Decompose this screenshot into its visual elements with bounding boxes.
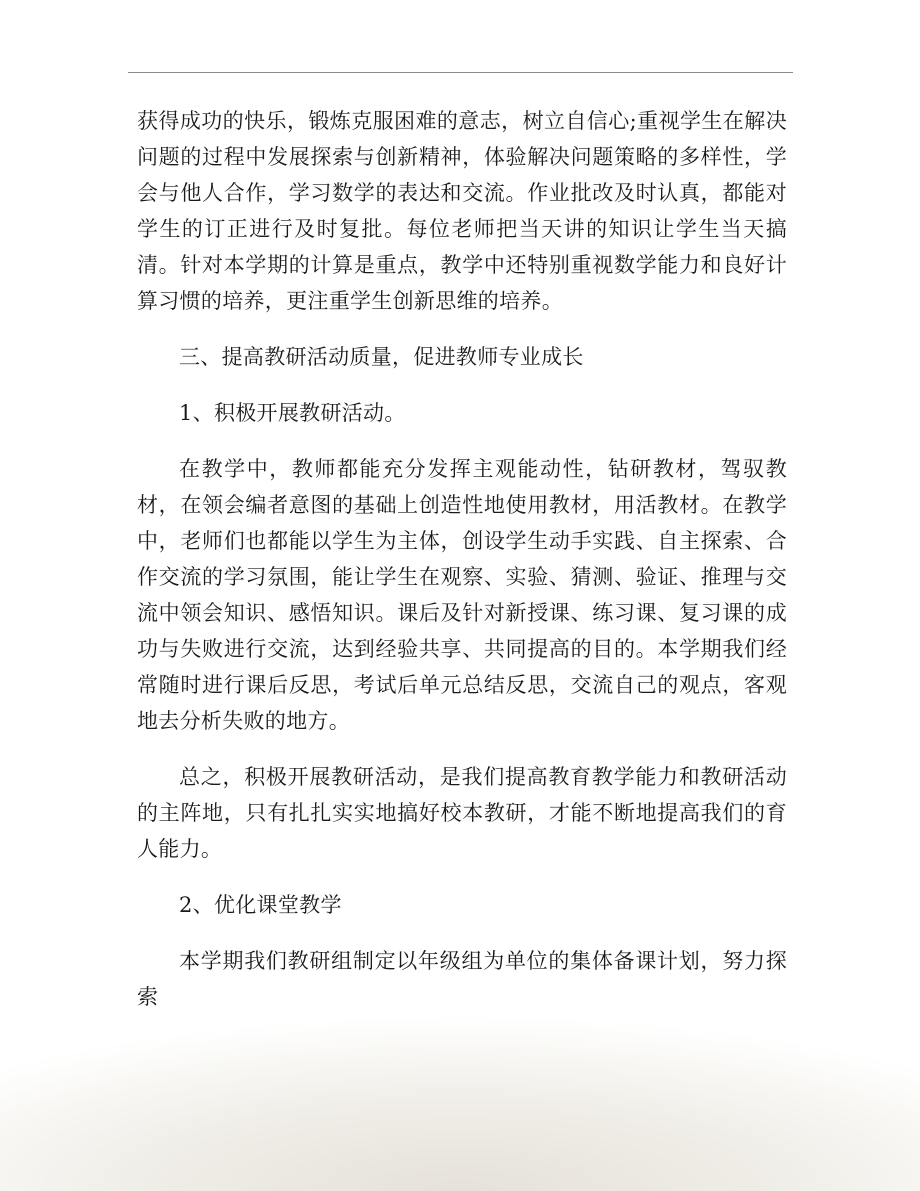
subsection-heading: 1、积极开展教研活动。	[179, 401, 406, 425]
section-heading: 三、提高教研活动质量，促进教师专业成长	[179, 345, 584, 369]
document-body	[137, 103, 787, 1015]
body-paragraph: 在教学中，教师都能充分发挥主观能动性，钻研教材，驾驭教材，在领会编者意图的基础上创造性地使用教材，用活教材。在教学中，老师们也都能以学生为主体，创设学生动手实践、自主探索、合作交流的学习氛围，能让学生在观察、实验、猜测、验证、推理与交流中领会知识、感悟知识。课后及针对新授课、练习课、复习课的成功与失败进行交流，达到经验共享、共同提高的目的。本学期我们经常随时进行课后反思，考试后单元总结反思，交流自己的观点，客观地去分析失败的地方。	[137, 457, 787, 733]
body-paragraph: 总之，积极开展教研活动，是我们提高教育教学能力和教研活动的主阵地，只有扎扎实实地搞好校本教研，才能不断地提高我们的育人能力。	[137, 765, 787, 861]
header-rule	[128, 72, 793, 73]
subsection-heading: 2、优化课堂教学	[179, 893, 342, 917]
body-paragraph: 本学期我们教研组制定以年级组为单位的集体备课计划，努力探索	[137, 949, 787, 1009]
body-paragraph: 获得成功的快乐，锻炼克服困难的意志，树立自信心;重视学生在解决问题的过程中发展探索与创新精神，体验解决问题策略的多样性，学会与他人合作，学习数学的表达和交流。作业批改及时认真，都能对学生的订正进行及时复批。每位老师把当天讲的知识让学生当天搞清。针对本学期的计算是重点，教学中还特别重视数学能力和良好计算习惯的培养，更注重学生创新思维的培养。	[137, 109, 787, 313]
